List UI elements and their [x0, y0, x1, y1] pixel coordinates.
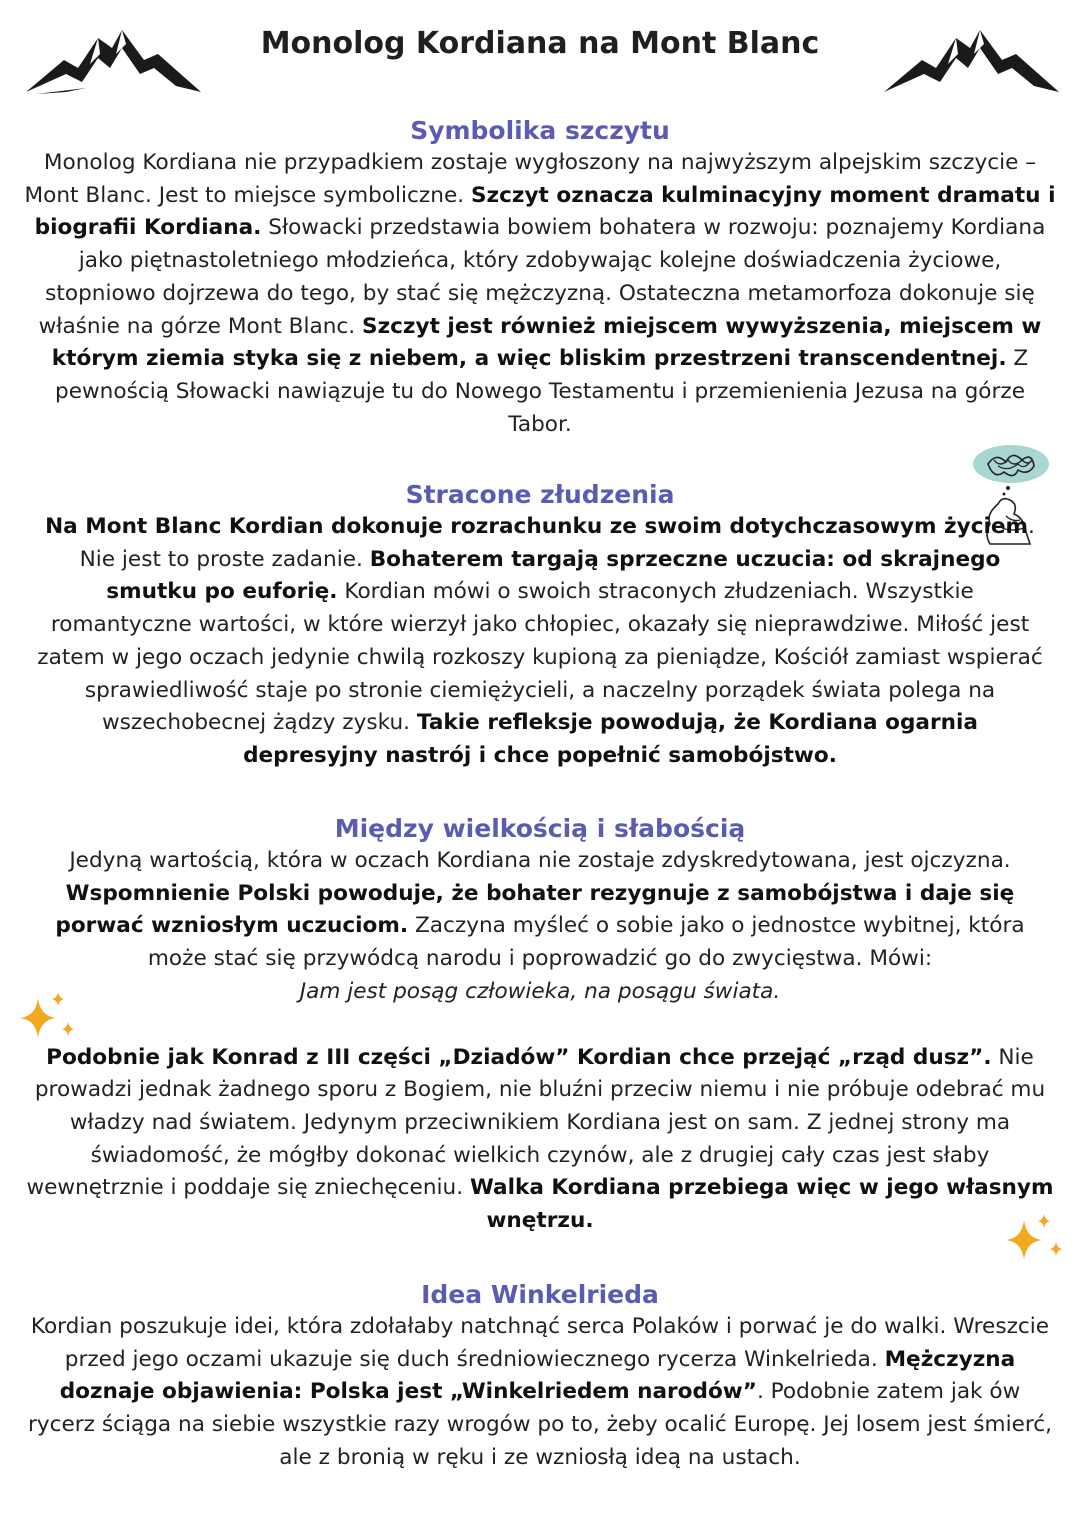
section-stracone-zludzenia — [24, 478, 1056, 773]
sparkle-icon — [1000, 1214, 1070, 1264]
section-heading: Między wielkością i słabością — [334, 814, 746, 843]
section-paragraph — [24, 1311, 1056, 1475]
section-paragraph — [24, 1042, 1056, 1238]
bold-text: Bohaterem targają sprzeczne uczucia: od skrajnego smutku po euforię. — [106, 546, 1001, 605]
text-run: Słowacki przedstawia bowiem bohatera w rozwoju: poznajemy Kordiana jako piętnastoletniego młodzieńca, który zdobywając kolejne doświadczenia życiowe, stopniowo dojrzewa do tego, by stać się mężczyzną. Ostateczna metamorfoza dokonuje się właśnie na górze Mont Blanc. — [38, 215, 1046, 339]
text-run: Zaczyna myśleć o sobie jako o jednostce wybitnej, która może stać się przywódcą narodu i poprowadzić go do zwycięstwa. Mówi: — [147, 913, 1025, 972]
section-heading: Idea Winkelrieda — [421, 1280, 659, 1309]
text-run: Z pewnością Słowacki nawiązuje tu do Nowego Testamentu i przemienienia Jezusa na górze Tabor. — [55, 346, 1029, 437]
bold-text: Takie refleksje powodują, że Kordiana ogarnia depresyjny nastrój i chce popełnić samobójstwo. — [243, 710, 978, 768]
text-run: . Nie jest to proste zadanie. — [79, 514, 1035, 572]
bold-text: Szczyt jest również miejscem wywyższenia, miejscem w którym ziemia styka się z niebem, a więc bliskim przestrzeni transcendentnej. — [51, 313, 1042, 372]
section-paragraph — [24, 845, 1056, 976]
bold-text: Na Mont Blanc Kordian dokonuje rozrachunku ze swoim dotychczasowym życiem — [45, 514, 1029, 539]
bold-text: Wspomnienie Polski powoduje, że bohater rezygnuje z samobójstwa i daje się porwać wzniosłym uczuciom. — [55, 880, 1015, 939]
text-run: Kordian poszukuje idei, która zdołałaby natchnąć serca Polaków i porwać je do walki. Wreszcie przed jego oczami ukazuje się duch średniowiecznego rycerza Winkelrieda. — [30, 1314, 1050, 1372]
quote-line — [24, 976, 1056, 1009]
section-wielkosc-slabosc — [24, 812, 1056, 1238]
section-paragraph — [24, 511, 1056, 773]
section-heading: Symbolika szczytu — [410, 116, 670, 145]
text-run: . Podobnie zatem jak ów rycerz ściąga na siebie wszystkie razy wrogów po to, żeby ocalić Europę. Jej losem jest śmierć, ale z bronią w ręku i ze wzniosłą ideą na ustach. — [27, 1379, 1053, 1470]
bold-text: Mężczyzna doznaje objawienia: Polska jest „Winkelriedem narodów” — [59, 1346, 1016, 1405]
text-run: Kordian mówi o swoich straconych złudzeniach. Wszystkie romantyczne wartości, w które wierzył jako chłopiec, okazały się nieprawdziwe. Miłość jest zatem w jego oczach jedynie chwilą rozkoszy kupioną za pieniądze, Kościół zamiast wspierać sprawiedliwość staje po stronie ciemiężycieli, a naczelny porządek świata polega na wszechobecnej żądzy zysku. — [37, 579, 1043, 736]
sparkle-icon — [14, 992, 84, 1042]
bold-text: Szczyt oznacza kulminacyjny moment dramatu i biografii Kordiana. — [34, 182, 1056, 241]
section-heading: Stracone złudzenia — [405, 480, 675, 509]
text-run: Nie prowadzi jednak żadnego sporu z Bogiem, nie bluźni przeciw niemu i nie próbuje odebrać mu władzy nad światem. Jedynym przeciwnikiem Kordiana jest on sam. Z jednej strony ma świadomość, że mógłby dokonać wielkich czynów, ale z drugiej cały czas jest słaby wewnętrznie i poddaje się zniechęceniu. — [26, 1044, 1046, 1201]
text-run: Monolog Kordiana nie przypadkiem zostaje wygłoszony na najwyższym alpejskim szczycie – Mont Blanc. Jest to miejsce symboliczne. — [24, 150, 1037, 208]
bold-text: Podobnie jak Konrad z III części „Dziadów” Kordian chce przejąć „rząd dusz”. — [46, 1044, 992, 1070]
text-run: Jedyną wartością, która w oczach Kordiana nie zostaje zdyskredytowana, jest ojczyzna. — [69, 848, 1011, 873]
section-symbolika — [24, 114, 1056, 441]
section-paragraph — [24, 147, 1056, 441]
page-title: Monolog Kordiana na Mont Blanc — [260, 26, 820, 61]
bold-text: Walka Kordiana przebiega więc w jego własnym wnętrzu. — [469, 1175, 1054, 1234]
mountains-icon — [884, 24, 1059, 96]
italic-quote: Jam jest posąg człowieka, na posągu świata. — [299, 978, 781, 1004]
section-idea-winkelrieda — [24, 1278, 1056, 1475]
